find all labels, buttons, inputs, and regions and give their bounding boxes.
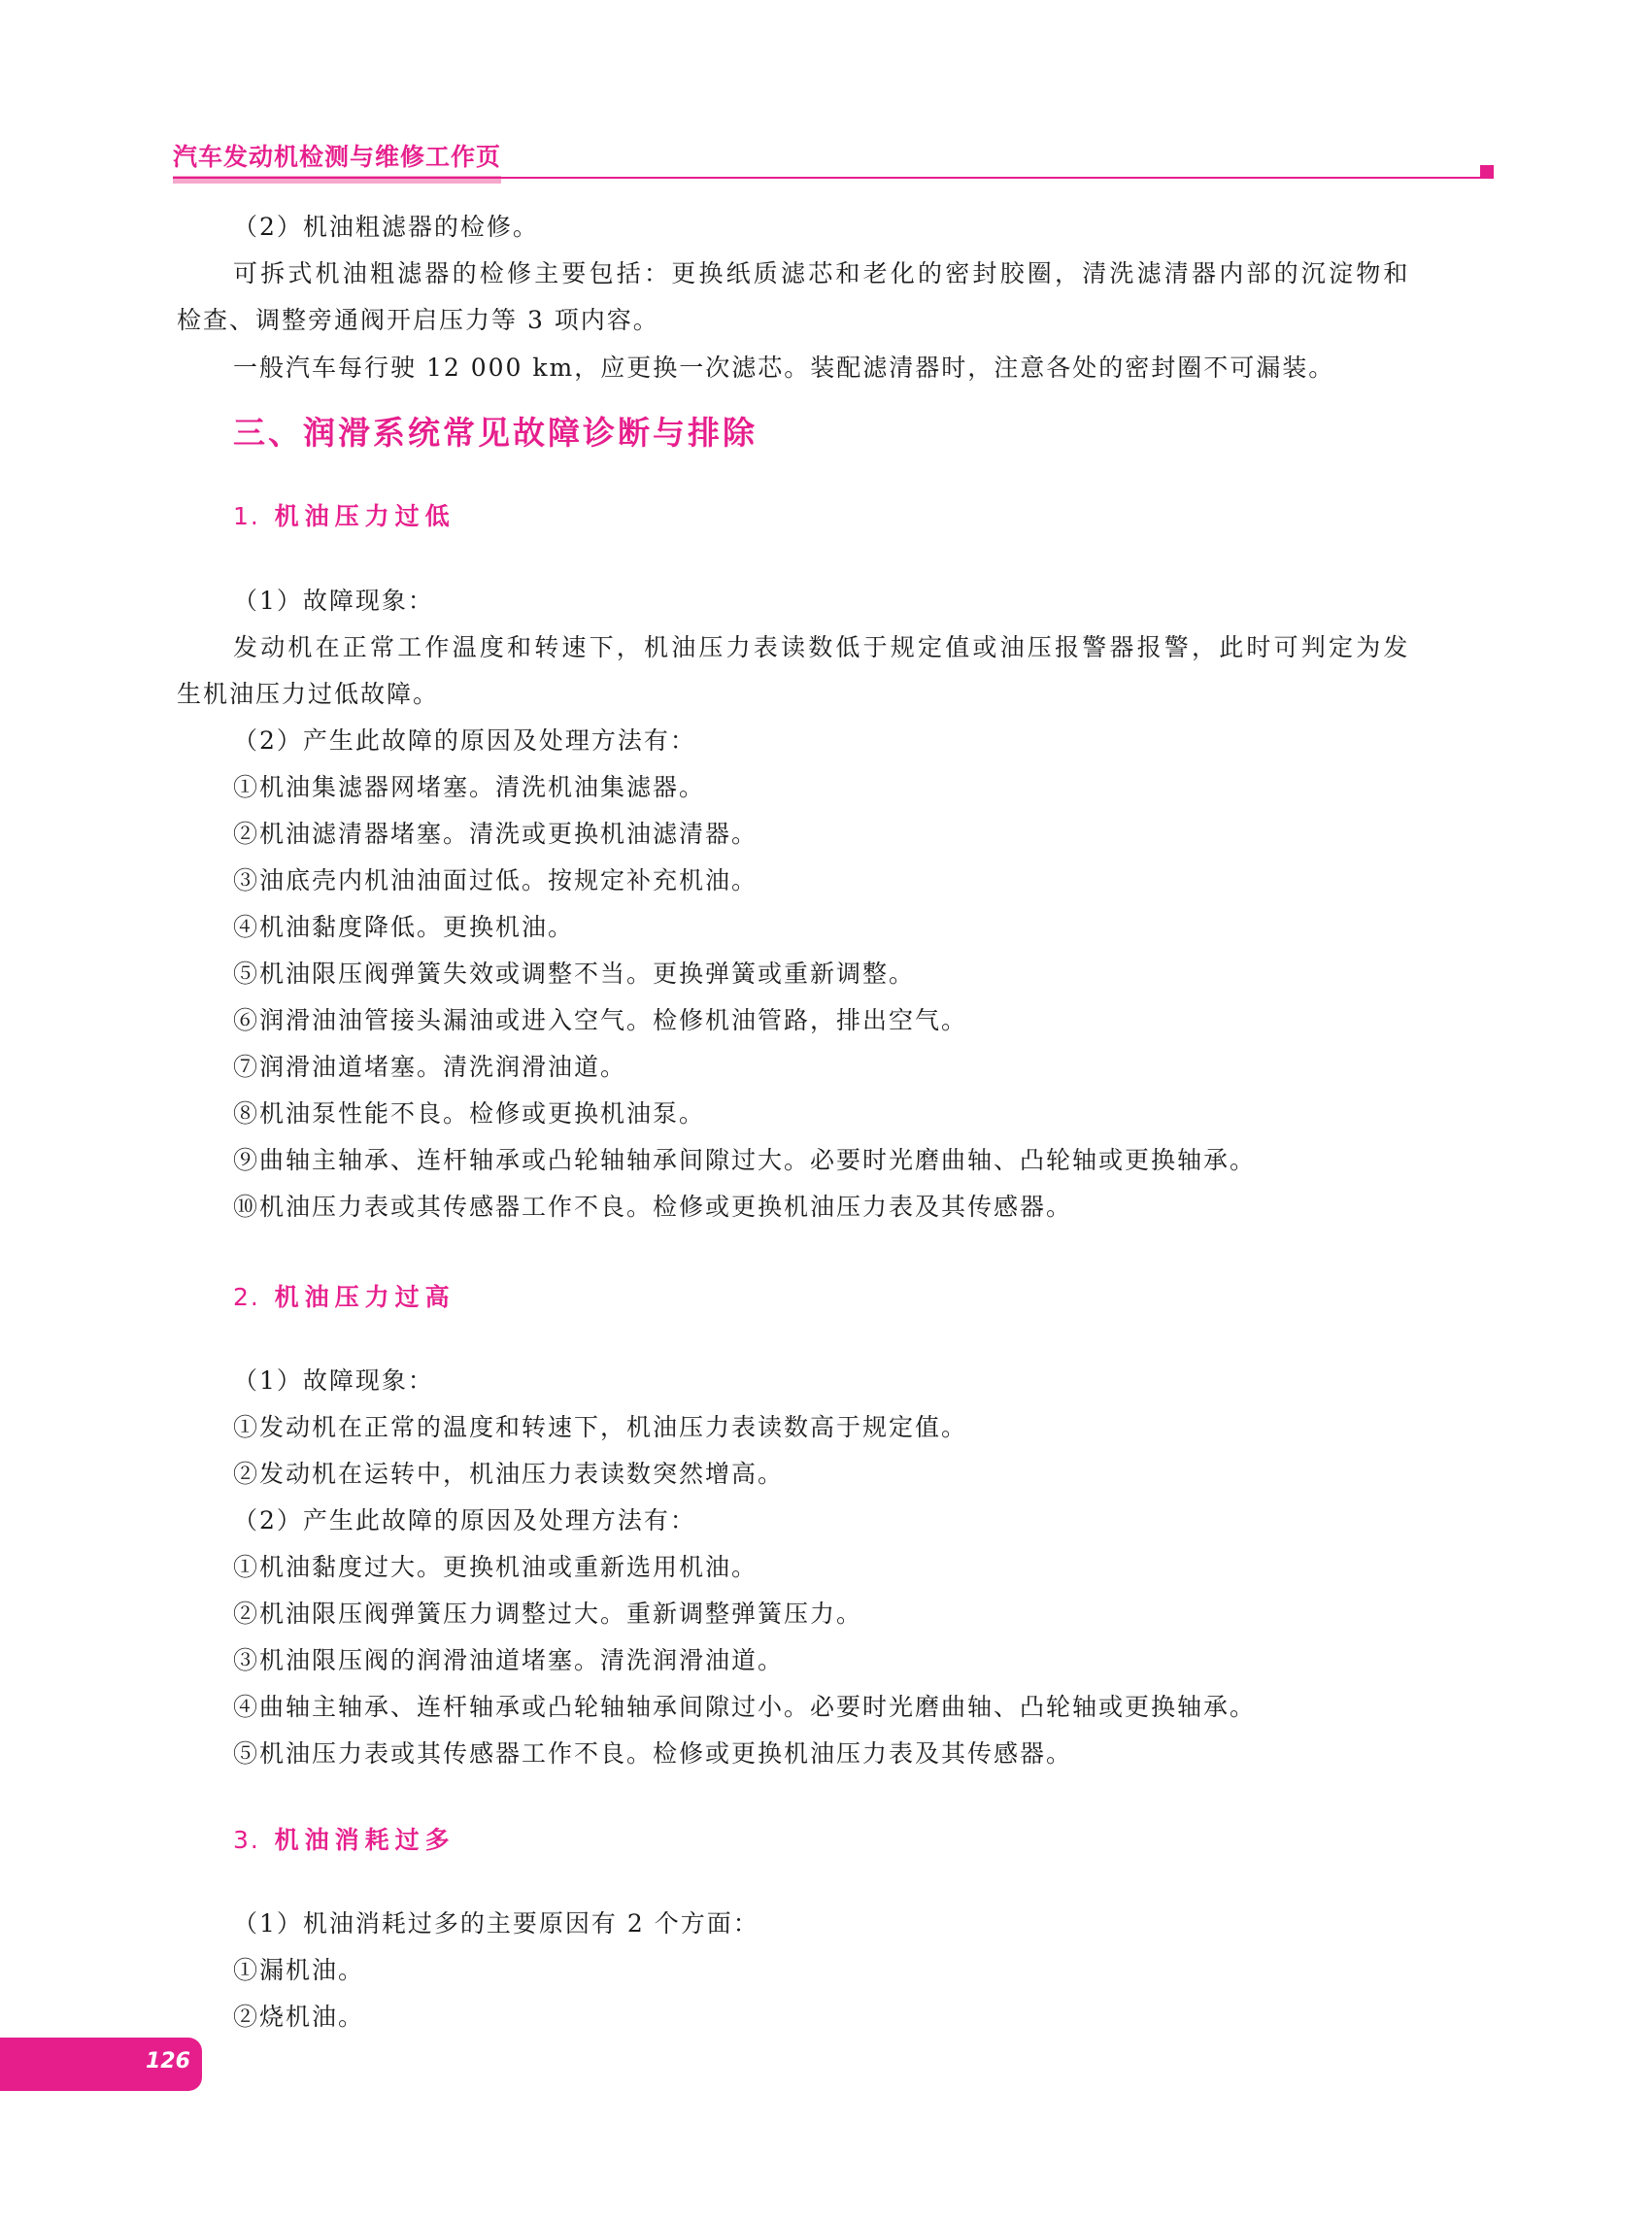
list-item: ②烧机油。 — [233, 2003, 365, 2031]
list-item: ③机油限压阀的润滑油道堵塞。清洗润滑油道。 — [233, 1646, 785, 1674]
list-item: ①漏机油。 — [233, 1956, 365, 1984]
list-item: ②机油限压阀弹簧压力调整过大。重新调整弹簧压力。 — [233, 1600, 863, 1628]
subsection-number: 3. — [233, 1826, 260, 1854]
list-item: ⑩机油压力表或其传感器工作不良。检修或更换机油压力表及其传感器。 — [233, 1193, 1073, 1221]
paragraph-line: （2）机油粗滤器的检修。 — [233, 213, 539, 241]
subsection-heading-3 — [233, 1821, 455, 1856]
running-header-title: 汽车发动机检测与维修工作页 — [173, 143, 502, 171]
paragraph-line: ②发动机在运转中，机油压力表读数突然增高。 — [233, 1460, 785, 1488]
header-square-mark — [1480, 165, 1494, 179]
list-item: ④曲轴主轴承、连杆轴承或凸轮轴轴承间隙过小。必要时光磨曲轴、凸轮轴或更换轴承。 — [233, 1693, 1257, 1721]
list-item: ⑥润滑油油管接头漏油或进入空气。检修机油管路，排出空气。 — [233, 1006, 968, 1034]
list-item: ⑧机油泵性能不良。检修或更换机油泵。 — [233, 1099, 706, 1128]
list-item: ⑤机油限压阀弹簧失效或调整不当。更换弹簧或重新调整。 — [233, 960, 916, 988]
paragraph-line: （1）故障现象： — [233, 587, 434, 615]
paragraph-line: （1）机油消耗过多的主要原因有 2 个方面： — [233, 1909, 759, 1938]
list-item: ⑨曲轴主轴承、连杆轴承或凸轮轴轴承间隙过大。必要时光磨曲轴、凸轮轴或更换轴承。 — [233, 1146, 1257, 1174]
paragraph-line: （2）产生此故障的原因及处理方法有： — [233, 1506, 696, 1534]
list-item: ④机油黏度降低。更换机油。 — [233, 913, 575, 941]
list-item: ⑦润滑油道堵塞。清洗润滑油道。 — [233, 1053, 627, 1081]
list-item: ③油底壳内机油油面过低。按规定补充机油。 — [233, 866, 759, 894]
paragraph-line: 生机油压力过低故障。 — [177, 680, 440, 708]
subsection-heading-1 — [233, 497, 455, 532]
list-item: ①机油集滤器网堵塞。清洗机油集滤器。 — [233, 773, 706, 801]
paragraph-line: （1）故障现象： — [233, 1366, 434, 1395]
paragraph-line: 检查、调整旁通阀开启压力等 3 项内容。 — [177, 306, 659, 334]
section-heading: 三、润滑系统常见故障诊断与排除 — [233, 414, 758, 452]
list-item: ⑤机油压力表或其传感器工作不良。检修或更换机油压力表及其传感器。 — [233, 1739, 1073, 1768]
subsection-title: 机油消耗过多 — [274, 1826, 455, 1854]
subsection-number: 1. — [233, 502, 260, 530]
paragraph-line: 可拆式机油粗滤器的检修主要包括：更换纸质滤芯和老化的密封胶圈，清洗滤清器内部的沉淀物和 — [233, 259, 1411, 287]
page-number: 126 — [146, 2049, 190, 2073]
subsection-title: 机油压力过高 — [274, 1283, 455, 1311]
list-item: ②机油滤清器堵塞。清洗或更换机油滤清器。 — [233, 820, 759, 848]
list-item: ①机油黏度过大。更换机油或重新选用机油。 — [233, 1553, 759, 1581]
paragraph-line: （2）产生此故障的原因及处理方法有： — [233, 726, 696, 755]
paragraph-line: ①发动机在正常的温度和转速下，机油压力表读数高于规定值。 — [233, 1413, 968, 1441]
subsection-heading-2 — [233, 1278, 455, 1313]
subsection-number: 2. — [233, 1283, 260, 1311]
paragraph-line: 一般汽车每行驶 12 000 km，应更换一次滤芯。装配滤清器时，注意各处的密封圈不可漏装。 — [233, 354, 1335, 382]
paragraph-line: 发动机在正常工作温度和转速下，机油压力表读数低于规定值或油压报警器报警，此时可判定为发 — [233, 633, 1411, 661]
subsection-title: 机油压力过低 — [274, 502, 455, 530]
header-rule — [173, 177, 1480, 179]
